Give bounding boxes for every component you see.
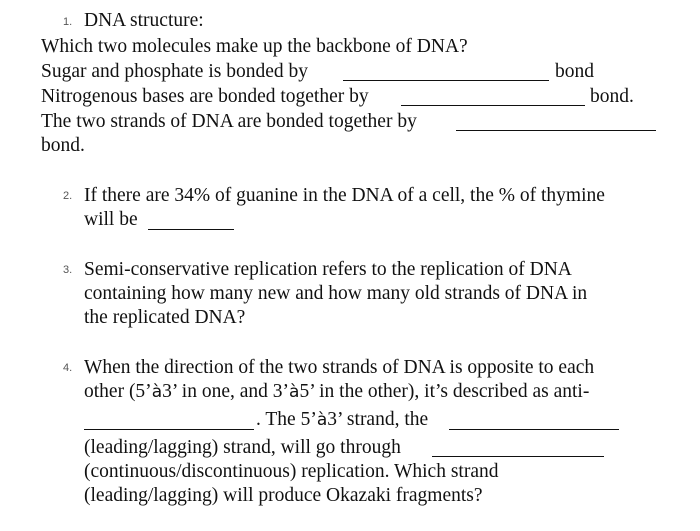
- answer-blank[interactable]: [449, 429, 619, 430]
- question-text-direction: [84, 380, 589, 404]
- answer-blank[interactable]: [432, 456, 604, 457]
- question-text: When the direction of the two strands of DNA is opposite to each: [84, 357, 595, 378]
- answer-blank[interactable]: [343, 80, 549, 81]
- question-text-strand: [256, 408, 428, 432]
- question-text: If there are 34% of guanine in the DNA of a cell, the % of thymine: [84, 185, 605, 206]
- text-fragment: 3’ in one, and 3’: [162, 381, 290, 402]
- question-number: 3.: [63, 264, 73, 276]
- question-text: will be: [84, 209, 138, 230]
- question-title: DNA structure:: [84, 10, 204, 31]
- question-text: Which two molecules make up the backbone of DNA?: [41, 36, 468, 57]
- text-fragment: 5’ in the other), it’s described as anti-: [299, 381, 590, 402]
- question-text: Nitrogenous bases are bonded together by: [41, 86, 369, 107]
- question-number: 4.: [63, 362, 73, 374]
- question-text: (leading/lagging) strand, will go through: [84, 437, 401, 458]
- answer-blank[interactable]: [456, 130, 656, 131]
- question-text: The two strands of DNA are bonded together by: [41, 111, 417, 132]
- text-fragment: other (5’: [84, 381, 152, 402]
- question-text: (leading/lagging) will produce Okazaki fragments?: [84, 485, 483, 506]
- question-text: Sugar and phosphate is bonded by: [41, 61, 309, 82]
- question-number: 1.: [63, 16, 73, 28]
- text-fragment: . The 5’: [256, 409, 317, 430]
- question-text: (continuous/discontinuous) replication. Which strand: [84, 461, 499, 482]
- question-text: containing how many new and how many old strands of DNA in: [84, 283, 588, 304]
- question-number: 2.: [63, 190, 73, 202]
- question-text: bond.: [41, 135, 85, 156]
- arrow-glyph: à: [289, 382, 300, 402]
- question-text: bond: [555, 61, 594, 82]
- answer-blank[interactable]: [401, 105, 585, 106]
- question-text: the replicated DNA?: [84, 307, 246, 328]
- answer-blank[interactable]: [84, 429, 254, 430]
- answer-blank[interactable]: [148, 229, 234, 230]
- question-text: bond.: [590, 86, 634, 107]
- arrow-glyph: à: [316, 410, 328, 430]
- text-fragment: 3’ strand, the: [327, 409, 429, 430]
- question-text: Semi-conservative replication refers to the replication of DNA: [84, 259, 572, 280]
- arrow-glyph: à: [151, 382, 163, 402]
